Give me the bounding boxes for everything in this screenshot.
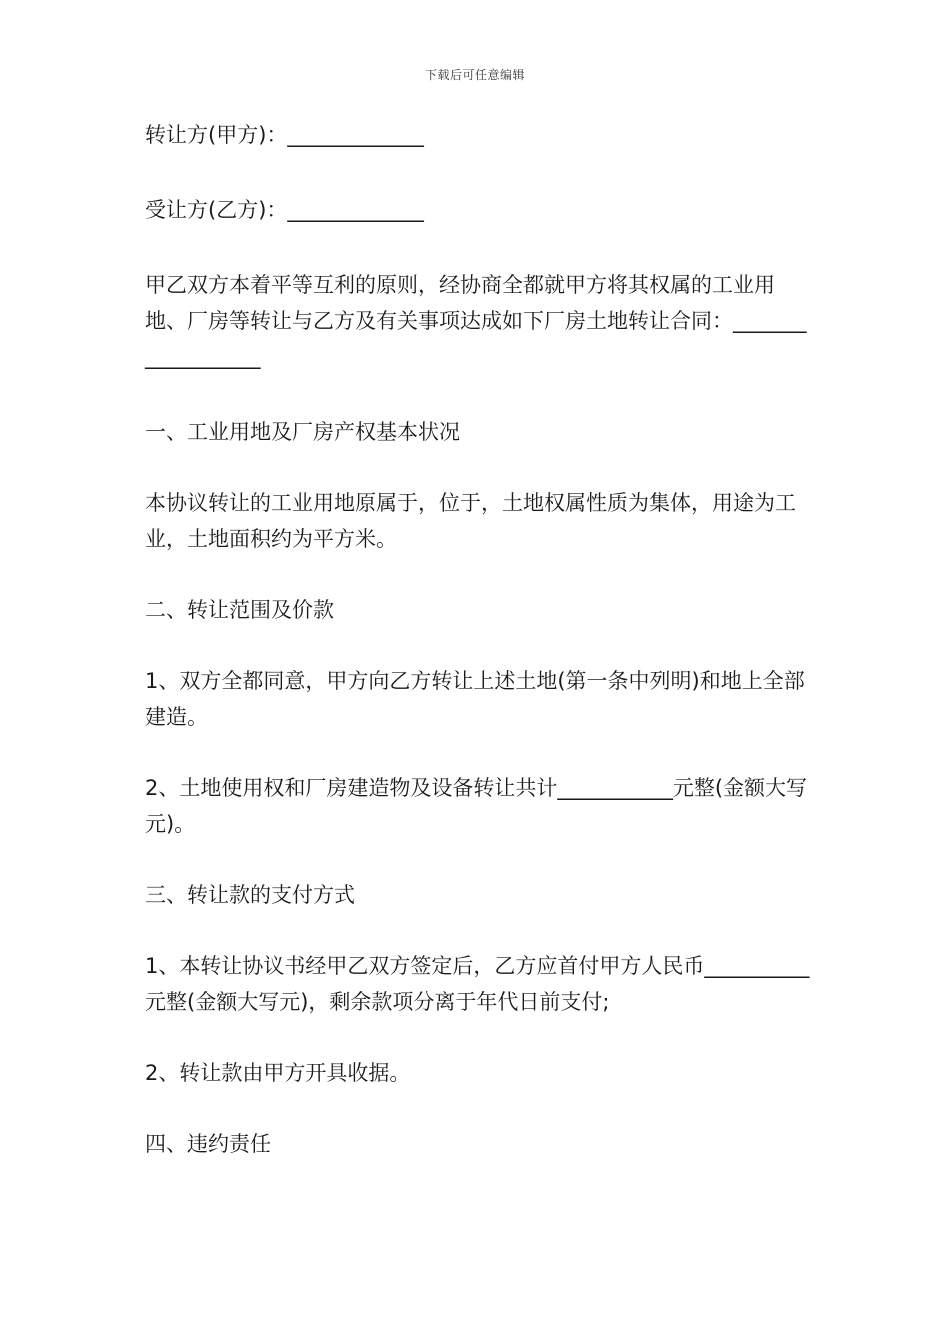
section3-item-1: 1、本转让协议书经甲乙双方签定后，乙方应首付甲方人民币__________元整(金额大写元)，剩余款项分离于年代日前支付; <box>145 954 810 1014</box>
section3-item-2: 2、转让款由甲方开具收据。 <box>145 1061 411 1085</box>
section1-heading: 一、工业用地及厂房产权基本状况 <box>145 420 460 444</box>
section2-item-1: 1、双方全都同意，甲方向乙方转让上述土地(第一条中列明)和地上全部建造。 <box>145 669 805 729</box>
section2-heading: 二、转让范围及价款 <box>145 598 334 622</box>
party-b-line: 受让方(乙方)：_____________ <box>145 198 424 222</box>
party-a-line: 转让方(甲方)：_____________ <box>145 123 424 147</box>
section2-item-2: 2、土地使用权和厂房建造物及设备转让共计___________元整(金额大写元)。 <box>145 776 808 836</box>
section4-heading: 四、违约责任 <box>145 1132 271 1156</box>
section1-paragraph: 本协议转让的工业用地原属于，位于，土地权属性质为集体，用途为工业，土地面积约为平方米。 <box>145 491 796 551</box>
page-header: 下载后可任意编辑 <box>424 68 525 82</box>
section3-heading: 三、转让款的支付方式 <box>145 883 355 907</box>
intro-paragraph: 甲乙双方本着平等互利的原则，经协商全都就甲方将其权属的工业用地、厂房等转让与乙方及有关事项达成如下厂房土地转让合同：__________________ <box>145 273 807 369</box>
document-body <box>145 117 810 1162</box>
